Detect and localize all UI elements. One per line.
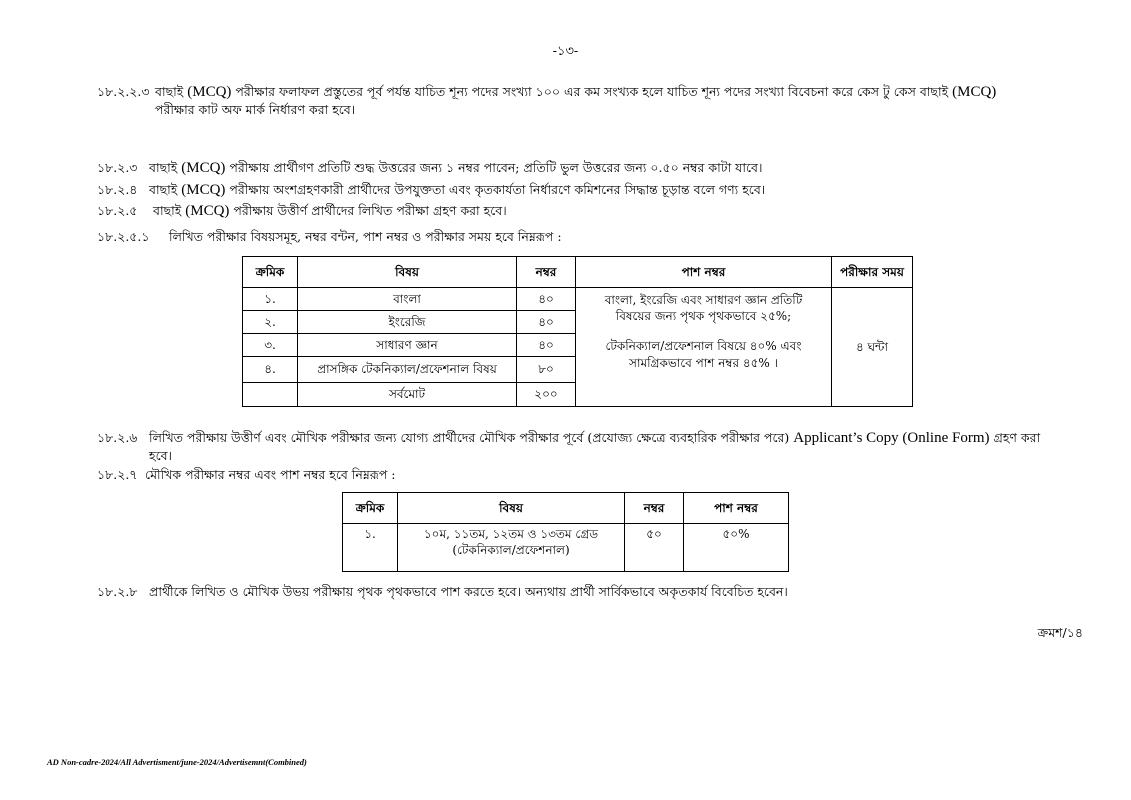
clause-number: ১৮.২.৮ [97, 584, 138, 599]
pass-rule-line: বিষয়ের জন্য পৃথক পৃথকভাবে ২৫%; [615, 309, 792, 324]
header-exam-time: পরীক্ষার সময় [832, 257, 913, 288]
clause-number: ১৮.২.৭ [97, 467, 138, 482]
clause-text: বাছাই [155, 84, 188, 99]
table-header-row [343, 493, 789, 524]
clause-number: ১৮.২.৫.১ [97, 229, 150, 244]
clause-text: লিখিত পরীক্ষায় উত্তীর্ণ এবং মৌখিক পরীক্ষার জন্য যোগ্য প্রার্থীদের মৌখিক পরীক্ষার পূর্বে (প্রযোজ্য ক্ষেত্রে ব্যবহারিক পরীক্ষার পরে) [149, 430, 794, 445]
pass-rule-line: বাংলা, ইংরেজি এবং সাধারণ জ্ঞান প্রতিটি [604, 293, 803, 307]
cell-marks: ৪০ [517, 334, 576, 357]
header-pass-marks: পাশ নম্বর [684, 493, 789, 524]
para-18-2-3 [97, 158, 1077, 178]
viva-exam-table [342, 492, 789, 572]
subject-line: ১০ম, ১১তম, ১২তম ও ১৩তম গ্রেড [423, 527, 599, 541]
table-row [243, 288, 913, 311]
clause-text: লিখিত পরীক্ষার বিষয়সমূহ, নম্বর বন্টন, পাশ নম্বর ও পরীক্ষার সময় হবে নিম্নরূপ : [169, 229, 562, 244]
header-marks: নম্বর [625, 493, 684, 524]
header-pass-marks: পাশ নম্বর [576, 257, 832, 288]
pass-rule-line: সামগ্রিকভাবে পাশ নম্বর ৪৫% । [629, 355, 778, 370]
cell-pass-marks: ৫০% [684, 524, 789, 572]
mcq-term: (MCQ) [187, 84, 232, 100]
cell-marks: ৪০ [517, 288, 576, 311]
table-row [343, 524, 789, 572]
cell-subject: ইংরেজি [298, 311, 517, 334]
cell-subject: বাংলা [298, 288, 517, 311]
clause-text-continued: পরীক্ষার কাট অফ মার্ক নির্ধারণ করা হবে। [155, 102, 356, 118]
footer-path: AD Non-cadre-2024/All Advertisment/june-2024/Advertisemnt(Combined) [47, 757, 307, 767]
page-number: -১৩- [552, 44, 579, 59]
clause-text: মৌখিক পরীক্ষার নম্বর এবং পাশ নম্বর হবে নিম্নরূপ : [145, 467, 396, 482]
cell-subject [398, 524, 625, 572]
mcq-term: (MCQ) [185, 203, 230, 219]
clause-text: প্রার্থীকে লিখিত ও মৌখিক উভয় পরীক্ষায় পৃথক পৃথকভাবে পাশ করতে হবে। অন্যথায় প্রার্থী সার্বিকভাবে অকৃতকার্য বিবেচিত হবেন। [149, 584, 788, 599]
header-marks: নম্বর [517, 257, 576, 288]
pass-rule-line: টেকনিক্যাল/প্রফেশনাল বিষয়ে ৪০% এবং [605, 339, 802, 354]
cell-marks: ৮০ [517, 357, 576, 383]
subject-line: (টেকনিক্যাল/প্রফেশনাল) [452, 543, 570, 558]
clause-text: গ্রহণ করা [989, 430, 1041, 445]
para-18-2-5-1 [97, 229, 1077, 246]
clause-text: পরীক্ষায় অংশগ্রহণকারী প্রার্থীদের উপযুক্ততা এবং কৃতকার্যতা নির্ধারণে কমিশনের সিদ্ধান্ত চূড়ান্ত বলে গণ্য হবে। [225, 182, 766, 197]
header-serial: ক্রমিক [343, 493, 398, 524]
cell-subject: প্রাসঙ্গিক টেকনিক্যাল/প্রফেশনাল বিষয় [298, 357, 517, 383]
mcq-term: (MCQ) [952, 84, 997, 100]
cell-marks: ৫০ [625, 524, 684, 572]
cell-serial: ৪. [243, 357, 298, 383]
clause-text: পরীক্ষায় উত্তীর্ণ প্রার্থীদের লিখিত পরীক্ষা গ্রহণ করা হবে। [229, 203, 507, 218]
cell-pass-marks [576, 288, 832, 407]
cell-marks: ৪০ [517, 311, 576, 334]
applicants-copy-term: Applicant’s Copy (Online Form) [793, 430, 990, 446]
cell-serial: ৩. [243, 334, 298, 357]
clause-text: বাছাই [153, 203, 186, 218]
clause-text: বাছাই [149, 182, 182, 197]
cell-exam-time: ৪ ঘন্টা [832, 288, 913, 407]
cell-serial: ১. [343, 524, 398, 572]
mcq-term: (MCQ) [181, 160, 226, 176]
mcq-term: (MCQ) [181, 182, 226, 198]
clause-text-continued: হবে। [149, 448, 173, 464]
cell-total-label: সর্বমোট [298, 383, 517, 407]
cell-serial-empty [243, 383, 298, 407]
clause-number: ১৮.২.২.৩ [97, 84, 150, 99]
para-18-2-2-3 [97, 82, 1077, 119]
para-18-2-8 [97, 584, 1077, 601]
clause-number: ১৮.২.৪ [97, 182, 138, 197]
clause-text: পরীক্ষায় প্রার্থীগণ প্রতিটি শুদ্ধ উত্তরের জন্য ১ নম্বর পাবেন; প্রতিটি ভুল উত্তরের জন্য ০.৫০ নম্বর কাটা যাবে। [225, 160, 763, 175]
header-serial: ক্রমিক [243, 257, 298, 288]
header-subject: বিষয় [298, 257, 517, 288]
continued-marker: ক্রমশ/১৪ [1037, 625, 1083, 640]
clause-text: পরীক্ষার ফলাফল প্রস্তুতের পূর্ব পর্যন্ত যাচিত শূন্য পদের সংখ্যা ১০০ এর কম সংখ্যক হলে যাচিত শূন্য পদের সংখ্যা বিবেচনা করে কেস টু কেস বাছাই [231, 84, 953, 99]
cell-subject: সাধারণ জ্ঞান [298, 334, 517, 357]
para-18-2-6 [97, 428, 1072, 465]
cell-total-marks: ২০০ [517, 383, 576, 407]
written-exam-table [242, 256, 913, 407]
clause-number: ১৮.২.৬ [97, 430, 138, 445]
para-18-2-7 [97, 467, 1077, 484]
cell-serial: ১. [243, 288, 298, 311]
clause-text: বাছাই [149, 160, 182, 175]
cell-serial: ২. [243, 311, 298, 334]
header-subject: বিষয় [398, 493, 625, 524]
para-18-2-5 [97, 201, 1077, 221]
clause-number: ১৮.২.৩ [97, 160, 138, 175]
table-header-row [243, 257, 913, 288]
para-18-2-4 [97, 180, 1077, 200]
clause-number: ১৮.২.৫ [97, 203, 138, 218]
